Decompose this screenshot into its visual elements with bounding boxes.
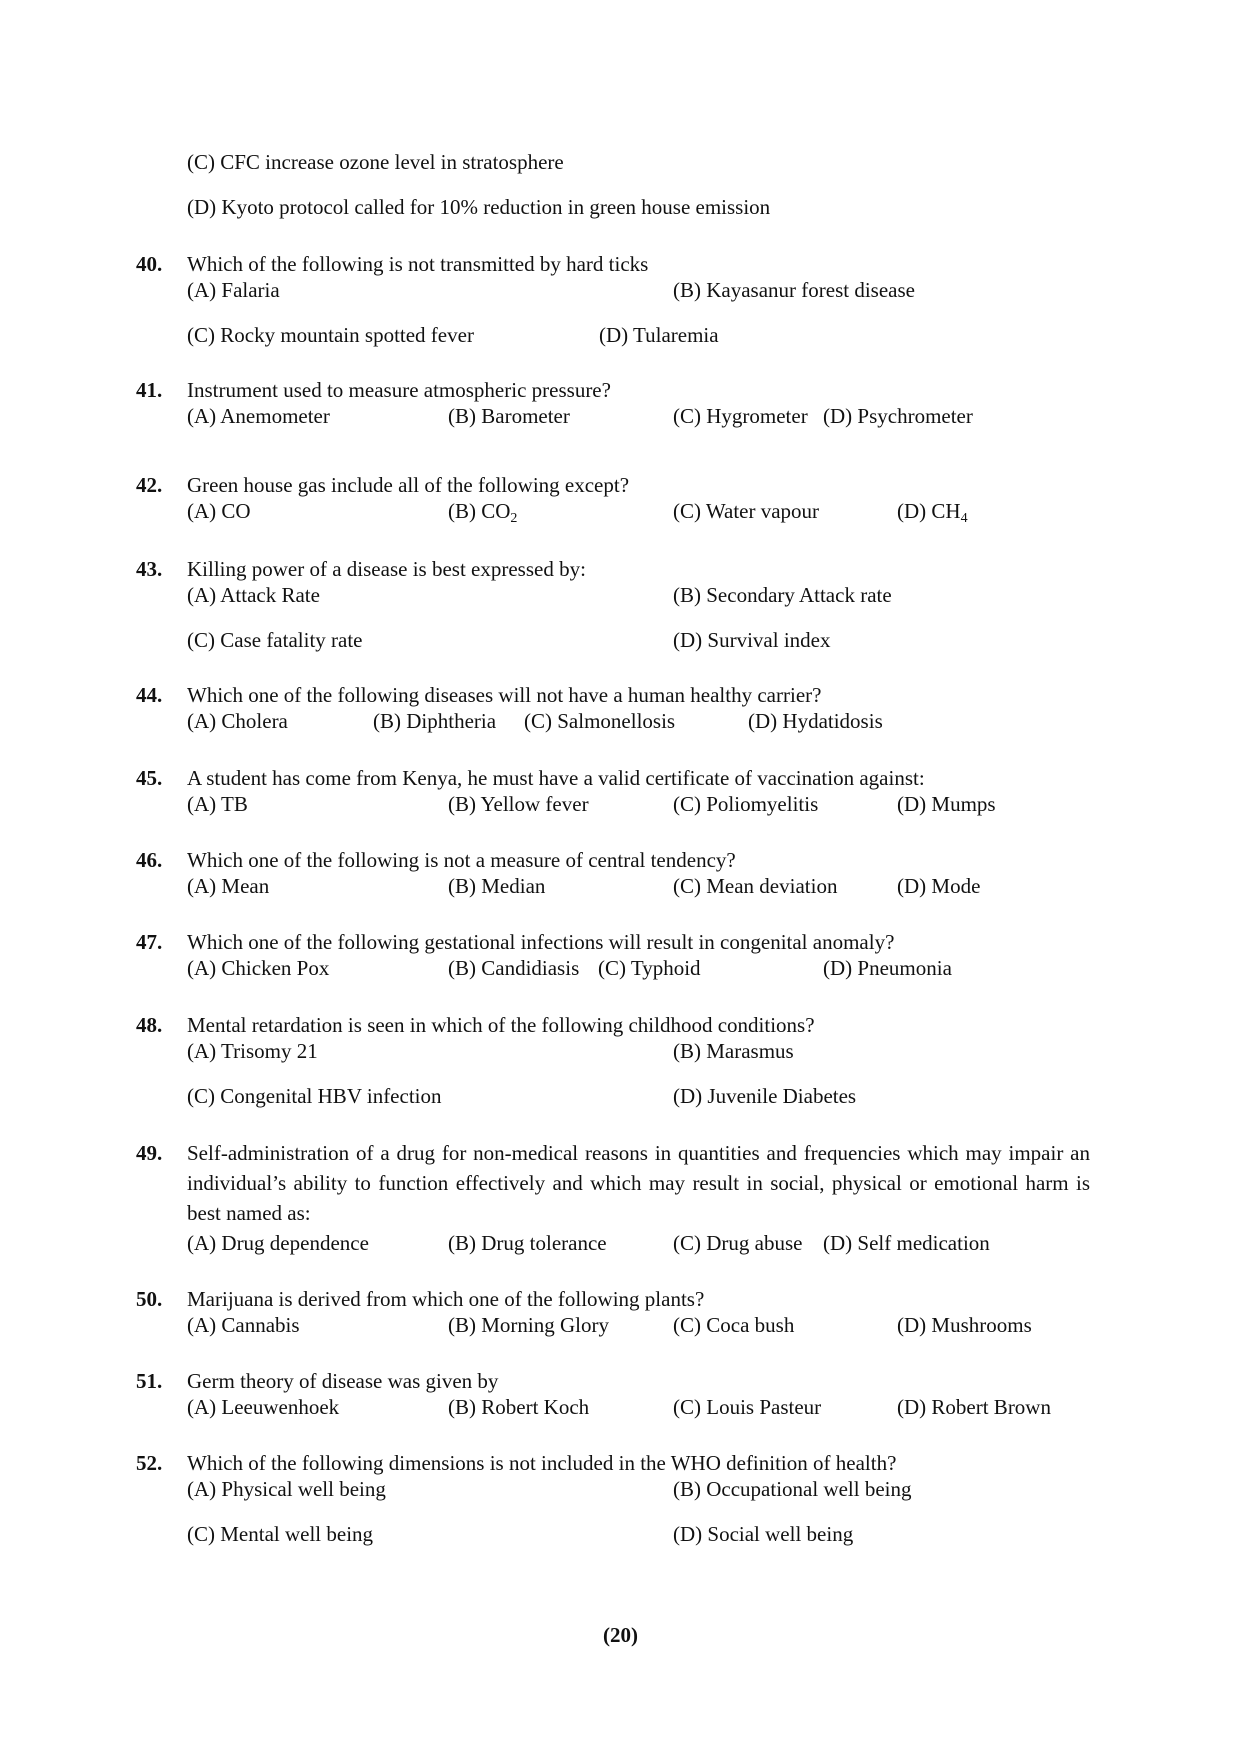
question-number: 43. [136,557,163,581]
question-text: Which of the following dimensions is not included in the WHO definition of health? [187,1451,897,1475]
option-d: (D) Mushrooms [897,1313,1032,1337]
option-b: (B) Secondary Attack rate [673,583,892,607]
option-c: (C) Typhoid [598,956,701,980]
question-text: Instrument used to measure atmospheric pressure? [187,378,611,402]
option-d: (D) Psychrometer [823,404,973,428]
option-b: (B) Barometer [448,404,570,428]
question-number: 44. [136,683,163,707]
carryover-option-d: (D) Kyoto protocol called for 10% reduction in green house emission [187,195,771,219]
option-d: (D) Robert Brown [897,1395,1051,1419]
option-c: (C) Louis Pasteur [673,1395,822,1419]
option-d: (D) Survival index [673,628,831,652]
question-number: 50. [136,1287,163,1311]
option-c: (C) Mental well being [187,1522,374,1546]
option-b: (B) Robert Koch [448,1395,590,1419]
option-d: (D) Mode [897,874,981,898]
option-a: (A) Drug dependence [187,1231,369,1255]
option-a: (A) Mean [187,874,270,898]
option-c: (C) Poliomyelitis [673,792,819,816]
option-d: (D) Pneumonia [823,956,952,980]
option-a: (A) Cholera [187,709,288,733]
option-c: (C) Case fatality rate [187,628,363,652]
question-text: Self-administration of a drug for non-medical reasons in quantities and frequencies which may impair an individual’s ability to function effectively and which may result in social, physical or emotional harm is best named as: [187,1141,1090,1225]
option-a: (A) Falaria [187,278,280,302]
page-number: (20) [603,1623,638,1647]
option-b: (B) Yellow fever [448,792,589,816]
question-text: A student has come from Kenya, he must have a valid certificate of vaccination against: [187,766,925,790]
option-c: (C) Water vapour [673,499,820,523]
question-number: 46. [136,848,163,872]
question-number: 45. [136,766,163,790]
option-b: (B) Median [448,874,546,898]
option-c: (C) Mean deviation [673,874,838,898]
option-a: (A) Anemometer [187,404,330,428]
question-text: Killing power of a disease is best expressed by: [187,557,586,581]
option-a: (A) Trisomy 21 [187,1039,318,1063]
option-a: (A) Attack Rate [187,583,320,607]
option-b: (B) Kayasanur forest disease [673,278,915,302]
option-c: (C) Drug abuse [673,1231,803,1255]
question-number: 49. [136,1141,163,1165]
carryover-option-c: (C) CFC increase ozone level in stratosphere [187,150,564,174]
question-number: 51. [136,1369,163,1393]
option-c: (C) Hygrometer [673,404,808,428]
option-b: (B) Diphtheria [373,709,497,733]
option-b: (B) $CO_2$ [448,499,518,526]
option-d: (D) $CH_4$ [897,499,968,526]
option-c: (C) Coca bush [673,1313,795,1337]
question-text: Which one of the following is not a measure of central tendency? [187,848,736,872]
question-text: Green house gas include all of the following except? [187,473,630,497]
option-c: (C) Salmonellosis [524,709,676,733]
option-a: (A) CO [187,499,251,523]
option-b: (B) Morning Glory [448,1313,609,1337]
option-b: (B) Candidiasis [448,956,580,980]
option-a: (A) Cannabis [187,1313,300,1337]
question-text: Which one of the following diseases will not have a human healthy carrier? [187,683,822,707]
question-text: Marijuana is derived from which one of the following plants? [187,1287,705,1311]
question-number: 47. [136,930,163,954]
option-a: (A) TB [187,792,248,816]
question-number: 42. [136,473,163,497]
option-d: (D) Tularemia [599,323,719,347]
option-a: (A) Chicken Pox [187,956,330,980]
question-text: Mental retardation is seen in which of the following childhood conditions? [187,1013,815,1037]
question-number: 48. [136,1013,163,1037]
option-c: (C) Rocky mountain spotted fever [187,323,474,347]
option-b: (B) Marasmus [673,1039,794,1063]
question-text: Which one of the following gestational infections will result in congenital anomaly? [187,930,895,954]
option-a: (A) Physical well being [187,1477,386,1501]
option-d: (D) Self medication [823,1231,990,1255]
option-c: (C) Congenital HBV infection [187,1084,442,1108]
option-a: (A) Leeuwenhoek [187,1395,340,1419]
question-number: 40. [136,252,163,276]
option-d: (D) Hydatidosis [748,709,883,733]
question-number: 52. [136,1451,163,1475]
option-d: (D) Juvenile Diabetes [673,1084,857,1108]
option-d: (D) Mumps [897,792,996,816]
question-text: Which of the following is not transmitted by hard ticks [187,252,649,276]
question-number: 41. [136,378,163,402]
question-text: Germ theory of disease was given by [187,1369,499,1393]
option-b: (B) Drug tolerance [448,1231,607,1255]
option-b: (B) Occupational well being [673,1477,912,1501]
option-d: (D) Social well being [673,1522,854,1546]
